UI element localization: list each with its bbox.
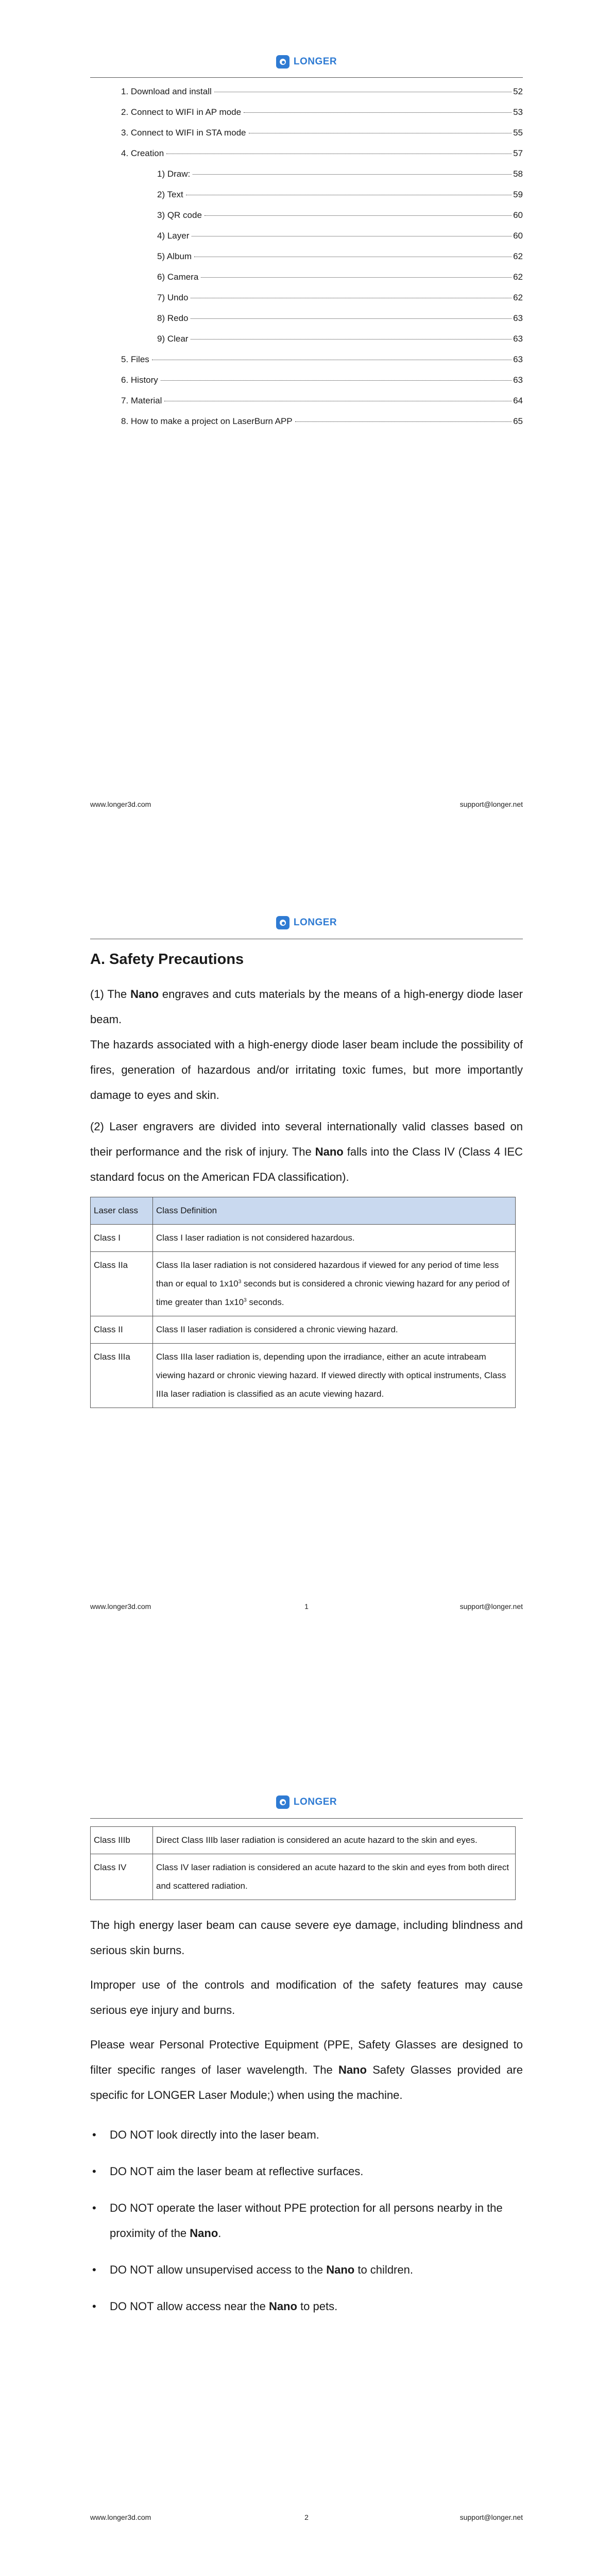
page-footer xyxy=(90,1602,523,1611)
footer-email[interactable]: support@longer.net xyxy=(459,1602,523,1611)
header-logo xyxy=(0,915,613,930)
list-item: • DO NOT allow access near the Nano to pets. xyxy=(90,2294,523,2319)
table-row: Class II Class II laser radiation is considered a chronic viewing hazard. xyxy=(91,1316,516,1344)
longer-logo-icon xyxy=(276,1795,290,1809)
toc-entry[interactable]: 1. Download and install 52 xyxy=(121,87,523,96)
table-row: Class IIIb Direct Class IIIb laser radiation is considered an acute hazard to the skin and eyes. xyxy=(91,1827,516,1854)
longer-logo-icon xyxy=(276,916,290,929)
table-row: Class IV Class IV laser radiation is considered an acute hazard to the skin and eyes from both direct and scattered radiation. xyxy=(91,1854,516,1900)
page-footer xyxy=(90,800,523,808)
logo-text: LONGER xyxy=(293,1797,337,1807)
header-logo xyxy=(0,1794,613,1810)
column-header: Class Definition xyxy=(153,1197,516,1225)
page-number: 2 xyxy=(304,2513,309,2521)
toc-entry[interactable]: 4. Creation 57 xyxy=(121,148,523,158)
page-toc xyxy=(0,0,613,850)
header-logo xyxy=(0,54,613,70)
page-footer xyxy=(90,2513,523,2521)
toc-subentry[interactable]: 9) Clear 63 xyxy=(157,334,523,344)
toc-subentry[interactable]: 5) Album 62 xyxy=(157,251,523,261)
list-item: • DO NOT look directly into the laser beam. xyxy=(90,2122,523,2147)
footer-website[interactable]: www.longer3d.com xyxy=(90,800,151,808)
toc-entry[interactable]: 5. Files 63 xyxy=(121,354,523,364)
toc-subentry[interactable]: 1) Draw: 58 xyxy=(157,169,523,179)
page-body xyxy=(90,1826,523,2330)
logo-text: LONGER xyxy=(293,917,337,928)
paragraph: The high energy laser beam can cause severe eye damage, including blindness and serious skin burns. xyxy=(90,1919,523,1957)
paragraph: (1) The Nano engraves and cuts materials by the means of a high-energy diode laser beam. xyxy=(90,988,523,1026)
paragraph: (2) Laser engravers are divided into several internationally valid classes based on their performance and the risk of injury. The Nano falls into the Class IV (Class 4 IEC standard focus on the American FDA classification). xyxy=(90,1120,523,1183)
list-item: • DO NOT operate the laser without PPE protection for all persons nearby in the proximity of the Nano. xyxy=(90,2195,523,2246)
laser-class-table-continued xyxy=(90,1826,516,1900)
table-row: Class IIa Class IIa laser radiation is not considered hazardous if viewed for any period of time less than or equal to $1x10^3$ seconds but is considered a chronic viewing hazard for any period of time greater than $1x10^3$ seconds. xyxy=(91,1252,516,1316)
header-divider xyxy=(90,1818,523,1819)
page-safety-2 xyxy=(0,1726,613,2576)
toc-subentry[interactable]: 4) Layer 60 xyxy=(157,231,523,241)
header-divider xyxy=(90,77,523,78)
page-body xyxy=(90,951,523,1408)
footer-email[interactable]: support@longer.net xyxy=(459,2513,523,2521)
longer-logo-icon xyxy=(276,55,290,69)
toc-subentry[interactable]: 7) Undo 62 xyxy=(157,293,523,302)
safety-bullet-list xyxy=(90,2122,523,2319)
toc-subentry[interactable]: 2) Text 59 xyxy=(157,190,523,199)
toc-entry[interactable]: 2. Connect to WIFI in AP mode 53 xyxy=(121,107,523,117)
table-of-contents xyxy=(90,87,523,437)
toc-entry[interactable]: 7. Material 64 xyxy=(121,396,523,405)
toc-subentry[interactable]: 3) QR code 60 xyxy=(157,210,523,220)
toc-subentry[interactable]: 6) Camera 62 xyxy=(157,272,523,282)
paragraph: Please wear Personal Protective Equipment (PPE, Safety Glasses are designed to filter specific ranges of laser wavelength. The Nano Safety Glasses provided are specific for LONGER Laser Module;) when using the machine. xyxy=(90,2038,523,2102)
page-safety-1 xyxy=(0,850,613,1726)
paragraph: The hazards associated with a high-energy diode laser beam include the possibility of fires, generation of hazardous and/or irritating toxic fumes, but more importantly damage to eyes and skin. xyxy=(90,1038,523,1101)
toc-entry[interactable]: 3. Connect to WIFI in STA mode 55 xyxy=(121,128,523,138)
paragraph: Improper use of the controls and modification of the safety features may cause serious eye injury and burns. xyxy=(90,1978,523,2016)
table-header-row xyxy=(91,1197,516,1225)
footer-email[interactable]: support@longer.net xyxy=(459,800,523,808)
table-row: Class I Class I laser radiation is not considered hazardous. xyxy=(91,1225,516,1252)
footer-website[interactable]: www.longer3d.com xyxy=(90,2513,151,2521)
logo-text: LONGER xyxy=(293,56,337,67)
section-title: A. Safety Precautions xyxy=(90,951,244,968)
table-row: Class IIIa Class IIIa laser radiation is, depending upon the irradiance, either an acute intrabeam viewing hazard or chronic viewing hazard. If viewed directly with optical instruments, Class IIIa laser radiation is classified as an acute viewing hazard. xyxy=(91,1344,516,1408)
footer-website[interactable]: www.longer3d.com xyxy=(90,1602,151,1611)
list-item: • DO NOT allow unsupervised access to the Nano to children. xyxy=(90,2257,523,2282)
list-item: • DO NOT aim the laser beam at reflective surfaces. xyxy=(90,2159,523,2184)
column-header: Laser class xyxy=(91,1197,153,1225)
toc-entry[interactable]: 6. History 63 xyxy=(121,375,523,385)
toc-subentry[interactable]: 8) Redo 63 xyxy=(157,313,523,323)
laser-class-table xyxy=(90,1197,516,1408)
page-number: 1 xyxy=(304,1602,309,1611)
toc-entry[interactable]: 8. How to make a project on LaserBurn APP 65 xyxy=(121,416,523,426)
